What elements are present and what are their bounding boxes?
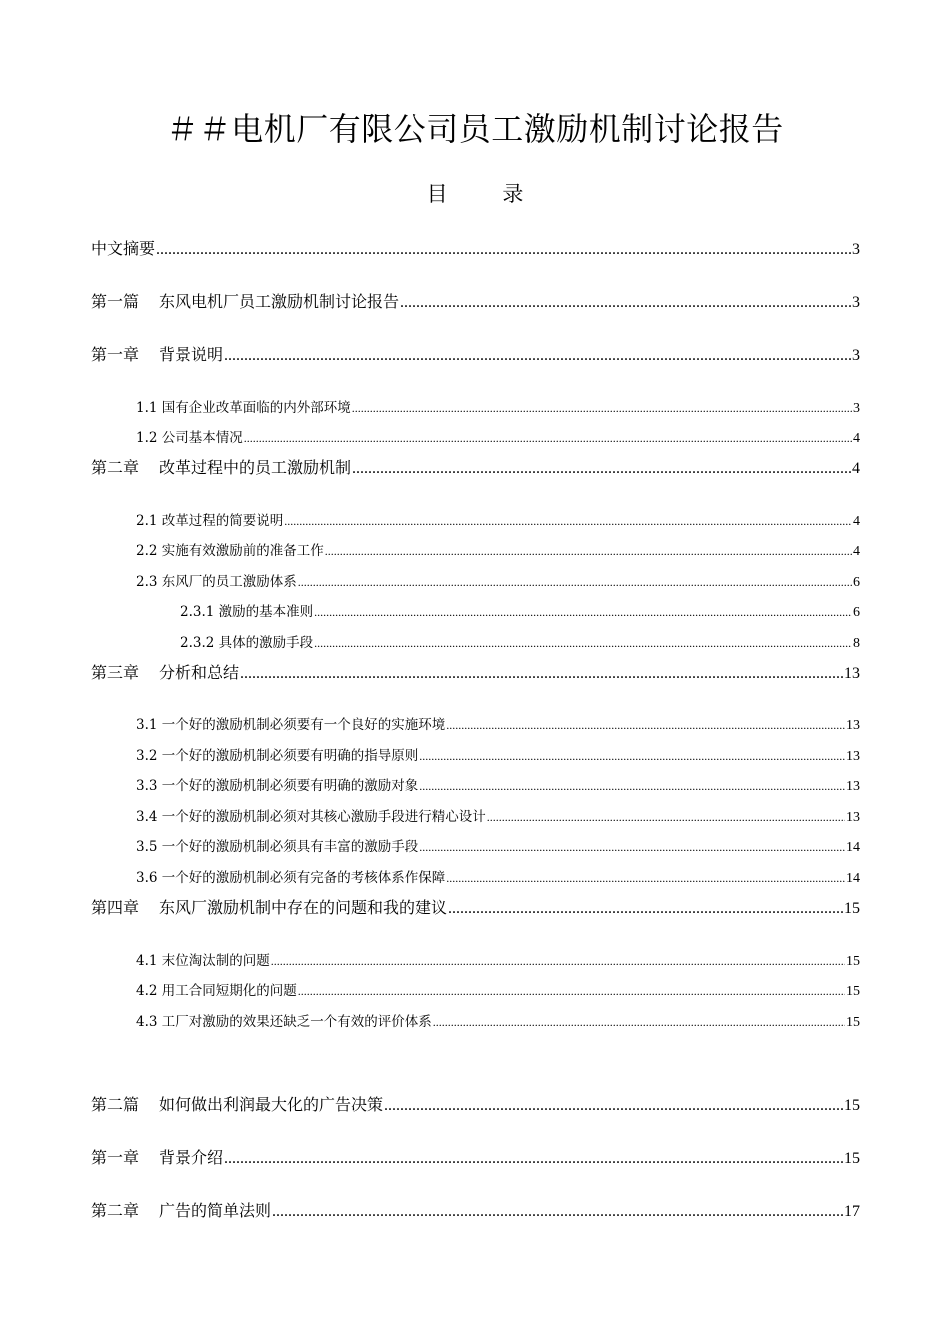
toc-page-number: 3 [852, 294, 860, 311]
toc-page-number: 4 [853, 544, 860, 559]
toc-entry[interactable] [136, 774, 860, 795]
toc-entry[interactable] [91, 1092, 860, 1115]
toc-entry[interactable] [91, 342, 860, 365]
toc-entry-title: 3.3 一个好的激励机制必须要有明确的激励对象 [136, 778, 419, 794]
toc-entry-title: 3.6 一个好的激励机制必须有完备的考核体系作保障 [136, 870, 446, 886]
toc-entry[interactable] [136, 426, 860, 447]
dot-leader [446, 870, 845, 886]
toc-entry[interactable] [136, 570, 860, 591]
dot-leader [224, 345, 851, 365]
toc-entry-title: 1.2 公司基本情况 [136, 430, 243, 446]
dot-leader [271, 953, 845, 969]
toc-entry-prefix: 第二篇 [91, 1095, 140, 1114]
dot-leader [384, 1095, 843, 1115]
dot-leader [284, 513, 852, 529]
toc-page-number: 15 [846, 1015, 860, 1030]
dot-leader [446, 717, 845, 733]
toc-entry[interactable] [136, 835, 860, 856]
toc-entry-prefix: 第三章 [91, 663, 140, 682]
toc-entry-title: 2.3 东风厂的员工激励体系 [136, 574, 297, 590]
toc-page-number: 13 [846, 810, 860, 825]
toc-page-number: 4 [853, 514, 860, 529]
toc-entry[interactable] [136, 539, 860, 560]
dot-leader [400, 292, 851, 312]
toc-entry-title: 3.1 一个好的激励机制必须要有一个良好的实施环境 [136, 717, 446, 733]
toc-page-number: 13 [846, 779, 860, 794]
toc-entry-title: 东风电机厂员工激励机制讨论报告 [159, 292, 400, 311]
dot-leader [244, 430, 852, 446]
dot-leader [448, 898, 843, 918]
dot-leader [325, 543, 852, 559]
toc-entry-title: 3.2 一个好的激励机制必须要有明确的指导原则 [136, 748, 419, 764]
toc-page-number: 15 [846, 984, 860, 999]
toc-entry[interactable] [91, 895, 860, 918]
toc-entry-title: 东风厂激励机制中存在的问题和我的建议 [159, 898, 448, 917]
toc-entry-title: 1.1 国有企业改革面临的内外部环境 [136, 400, 351, 416]
toc-entry[interactable] [136, 979, 860, 1000]
dot-leader [224, 1148, 843, 1168]
toc-entry[interactable] [91, 660, 860, 683]
toc-page-number: 17 [844, 1203, 860, 1220]
dot-leader [419, 748, 845, 764]
dot-leader [352, 400, 852, 416]
toc-page-number: 14 [846, 840, 860, 855]
toc-page-number: 15 [846, 954, 860, 969]
toc-entry-title: 改革过程中的员工激励机制 [159, 458, 352, 477]
toc-entry[interactable] [136, 949, 860, 970]
toc-entry-title: 2.3.1 激励的基本准则 [180, 604, 314, 620]
toc-entry-title: 中文摘要 [91, 239, 156, 258]
toc-entry-title: 4.1 末位淘汰制的问题 [136, 953, 270, 969]
dot-leader [433, 1014, 845, 1030]
toc-entry[interactable] [180, 600, 860, 621]
toc-page-number: 14 [846, 871, 860, 886]
toc-entry[interactable] [91, 236, 860, 259]
dot-leader [487, 809, 845, 825]
toc-page-number: 3 [852, 241, 860, 258]
toc-entry[interactable] [91, 289, 860, 312]
toc-page-number: 3 [853, 401, 860, 416]
dot-leader [419, 839, 845, 855]
dot-leader [298, 574, 852, 590]
toc-entry[interactable] [136, 509, 860, 530]
document-title: ＃＃电机厂有限公司员工激励机制讨论报告 [166, 110, 784, 148]
toc-entry-prefix: 第一篇 [91, 292, 140, 311]
toc-entry[interactable] [136, 744, 860, 765]
toc-entry[interactable] [91, 455, 860, 478]
dot-leader [298, 983, 845, 999]
toc-entry[interactable] [136, 805, 860, 826]
toc-page-number: 15 [844, 1150, 860, 1167]
dot-leader [156, 239, 851, 259]
toc-entry-prefix: 第二章 [91, 1201, 140, 1220]
toc-entry-title: 3.5 一个好的激励机制必须具有丰富的激励手段 [136, 839, 419, 855]
toc-entry-prefix: 第二章 [91, 458, 140, 477]
dot-leader [272, 1201, 843, 1221]
toc-page-number: 4 [852, 460, 860, 477]
toc-entry[interactable] [136, 396, 860, 417]
toc-page-number: 3 [852, 347, 860, 364]
toc-entry[interactable] [91, 1198, 860, 1221]
toc-entry-title: 背景介绍 [159, 1148, 224, 1167]
toc-entry[interactable] [136, 866, 860, 887]
toc-page-number: 13 [846, 749, 860, 764]
toc-entry-title: 分析和总结 [159, 663, 240, 682]
toc-entry-title: 2.3.2 具体的激励手段 [180, 635, 314, 651]
toc-entry-title: 3.4 一个好的激励机制必须对其核心激励手段进行精心设计 [136, 809, 486, 825]
toc-entry[interactable] [136, 1010, 860, 1031]
toc-entry-title: 如何做出利润最大化的广告决策 [159, 1095, 384, 1114]
toc-entry-prefix: 第四章 [91, 898, 140, 917]
toc-page-number: 4 [853, 431, 860, 446]
toc-page-number: 6 [853, 605, 860, 620]
toc-page-number: 13 [846, 718, 860, 733]
dot-leader [419, 778, 845, 794]
toc-entry-title: 2.1 改革过程的简要说明 [136, 513, 284, 529]
toc-entry-prefix: 第一章 [91, 345, 140, 364]
toc-entry-prefix: 第一章 [91, 1148, 140, 1167]
toc-entry-title: 广告的简单法则 [159, 1201, 272, 1220]
toc-page-number: 15 [844, 1097, 860, 1114]
toc-page-number: 6 [853, 575, 860, 590]
dot-leader [314, 635, 852, 651]
toc-heading: 目 录 [426, 182, 548, 206]
toc-entry[interactable] [180, 631, 860, 652]
toc-entry-title: 背景说明 [159, 345, 224, 364]
dot-leader [314, 604, 852, 620]
dot-leader [352, 458, 851, 478]
toc-entry[interactable] [91, 1145, 860, 1168]
dot-leader [240, 663, 843, 683]
toc-entry-title: 4.3 工厂对激励的效果还缺乏一个有效的评价体系 [136, 1014, 432, 1030]
toc-entry-title: 4.2 用工合同短期化的问题 [136, 983, 297, 999]
toc-entry-title: 2.2 实施有效激励前的准备工作 [136, 543, 324, 559]
toc-page-number: 15 [844, 900, 860, 917]
toc-page-number: 8 [853, 636, 860, 651]
toc-entry[interactable] [136, 713, 860, 734]
toc-page-number: 13 [844, 665, 860, 682]
